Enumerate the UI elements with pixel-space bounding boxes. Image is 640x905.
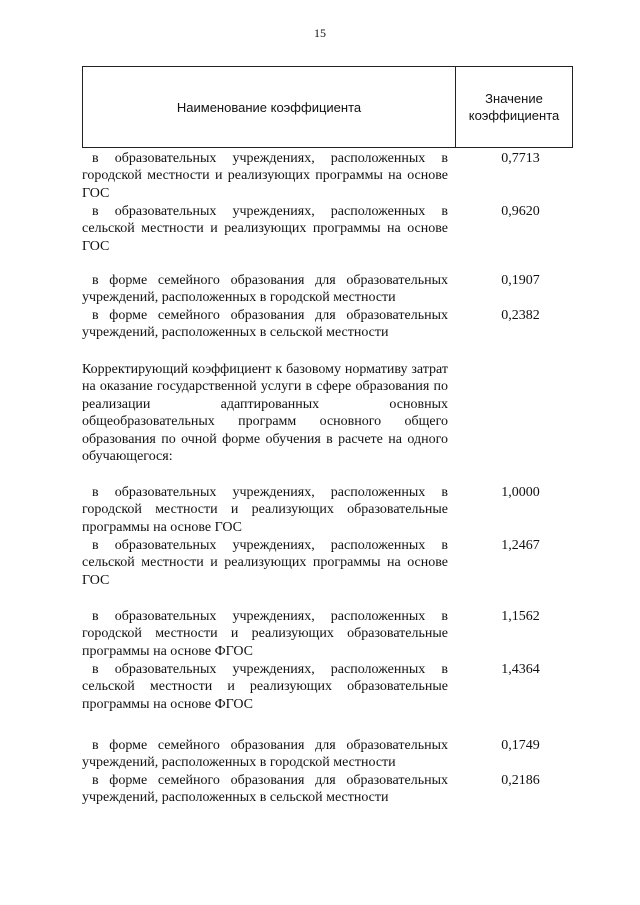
table-row (82, 661, 573, 713)
table-row (82, 361, 573, 465)
row-value: 1,1562 (501, 609, 540, 624)
header-coefficient-name: Наименование коэффициента (83, 67, 456, 147)
row-text: в образовательных учреждениях, расположенных в городской местности и реализующих программы на основе ГОС (82, 151, 448, 201)
row-text: в образовательных учреждениях, расположенных в сельской местности и реализующих программы на основе ГОС (82, 538, 448, 588)
row-text: Корректирующий коэффициент к базовому нормативу затрат на оказание государственной услуги в сфере образования по реализации адаптированных основных общеобразовательных программ основного общего образования по очной форме обучения в расчете на одного обучающегося: (82, 362, 448, 465)
page-number: 15 (314, 26, 326, 40)
row-value: 0,1907 (501, 273, 540, 288)
table-row (82, 608, 573, 660)
table-row (82, 772, 573, 807)
coefficient-table (82, 66, 573, 806)
table-row (82, 737, 573, 772)
table-row (82, 484, 573, 536)
table-row (82, 272, 573, 307)
table-header (82, 66, 573, 148)
row-value: 0,9620 (501, 204, 540, 219)
table-row (82, 203, 573, 255)
header-coefficient-value (456, 67, 572, 147)
row-text: в образовательных учреждениях, расположенных в городской местности и реализующих образовательные программы на основе ФГОС (82, 609, 448, 659)
row-text: в образовательных учреждениях, расположенных в сельской местности и реализующих образовательные программы на основе ФГОС (82, 662, 448, 712)
row-text: в форме семейного образования для образовательных учреждений, расположенных в сельской местности (82, 773, 448, 806)
row-text: в образовательных учреждениях, расположенных в сельской местности и реализующих программы на основе ГОС (82, 204, 448, 254)
row-value: 0,7713 (501, 151, 540, 166)
table-row (82, 307, 573, 342)
header-value-line2: коэффициента (468, 108, 560, 123)
row-text: в образовательных учреждениях, расположенных в городской местности и реализующих образовательные программы на основе ГОС (82, 485, 448, 535)
row-value: 1,0000 (501, 485, 540, 500)
header-value-line1: Значение (485, 91, 543, 106)
row-text: в форме семейного образования для образовательных учреждений, расположенных в сельской местности (82, 308, 448, 341)
row-text: в форме семейного образования для образовательных учреждений, расположенных в городской местности (82, 738, 448, 771)
table-row (82, 150, 573, 202)
row-value: 1,2467 (501, 538, 540, 553)
row-value: 1,4364 (501, 662, 540, 677)
row-value: 0,2382 (501, 308, 540, 323)
row-value (448, 361, 573, 465)
row-value: 0,1749 (501, 738, 540, 753)
row-value: 0,2186 (501, 773, 540, 788)
table-row (82, 537, 573, 589)
row-text: в форме семейного образования для образовательных учреждений, расположенных в городской местности (82, 273, 448, 306)
